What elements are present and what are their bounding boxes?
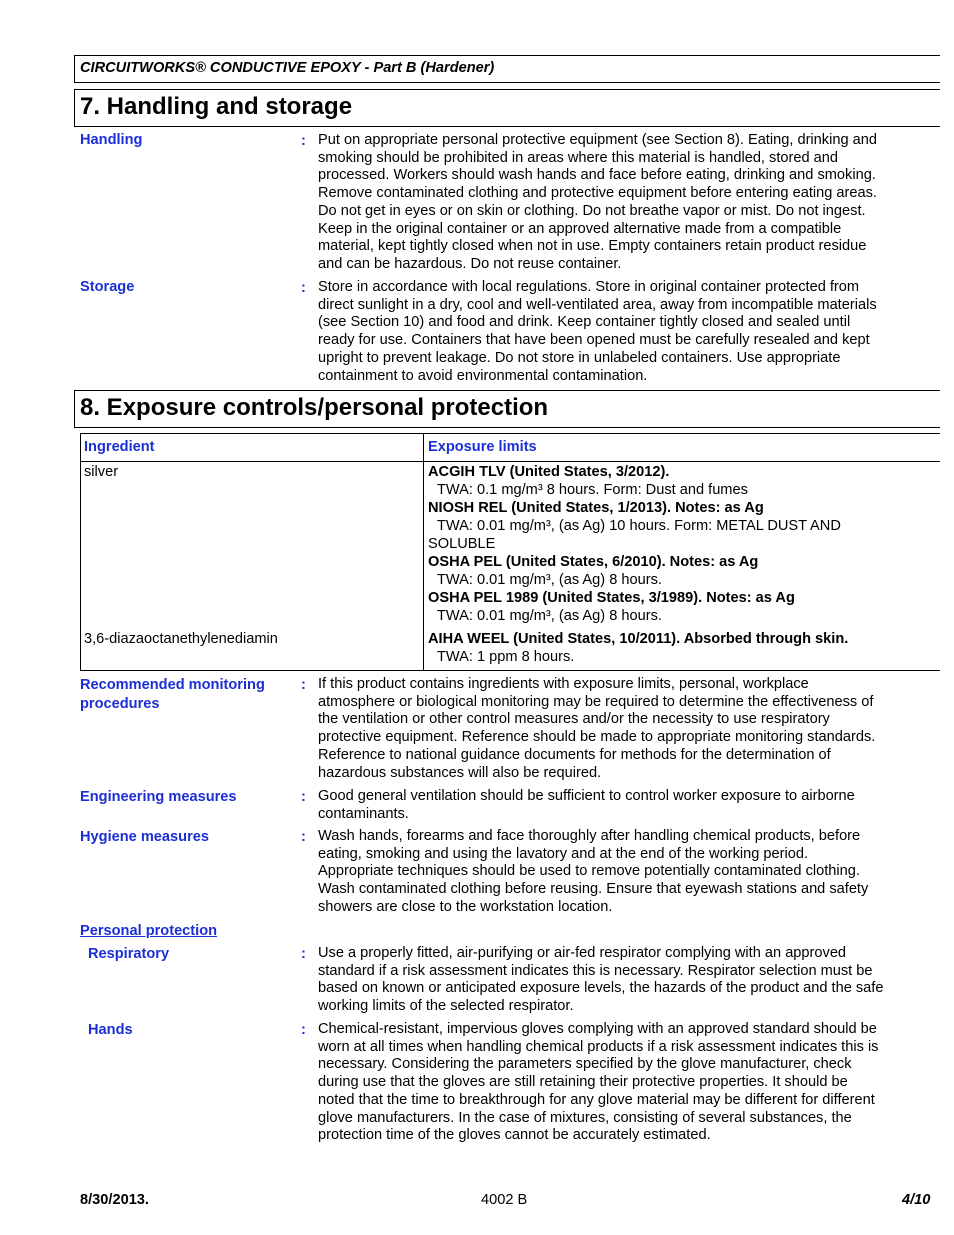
handling-label: Handling: [80, 132, 143, 148]
text-line: Wash contaminated clothing before reusing. Ensure that eyewash stations and safety: [318, 881, 869, 898]
text-line: working limits of the selected respirator.: [318, 998, 574, 1015]
personal-protection-link[interactable]: Personal protection: [80, 923, 218, 939]
text-line: Keep in the original container or an approved alternative made from a compatible: [318, 220, 842, 237]
exposure-value: SOLUBLE: [428, 536, 496, 552]
exposure-value: TWA: 1 ppm 8 hours.: [437, 649, 575, 665]
exposure-standard: OSHA PEL (United States, 6/2010). Notes: as Ag: [428, 554, 759, 570]
text-line: Chemical-resistant, impervious gloves complying with an approved standard should be: [318, 1021, 877, 1037]
respiratory-colon: :: [301, 946, 306, 962]
text-line: showers are close to the workstation location.: [318, 898, 613, 915]
table-header-divider: [80, 461, 940, 462]
hands-colon: :: [301, 1022, 306, 1038]
text-line: direct sunlight in a dry, cool and well-ventilated area, away from incompatible materials: [318, 296, 877, 313]
engineering-colon: :: [301, 789, 306, 805]
text-line: protective equipment. Reference should be made to appropriate monitoring standards.: [318, 729, 876, 746]
text-line: upright to prevent leakage. Do not store in unlabeled containers. Use appropriate: [318, 349, 841, 366]
ingredient-silver: silver: [84, 464, 119, 480]
exposure-value: TWA: 0.1 mg/m³ 8 hours. Form: Dust and fumes: [437, 482, 748, 498]
text-line: containment to avoid environmental contamination.: [318, 367, 648, 384]
exposure-limits-silver: [428, 463, 841, 625]
text-line: If this product contains ingredients with exposure limits, personal, workplace: [318, 676, 809, 692]
hands-label: Hands: [88, 1022, 133, 1038]
section-7-title: 7. Handling and storage: [80, 93, 353, 120]
text-line: standard if a risk assessment indicates this is necessary. Respirator selection must be: [318, 962, 873, 979]
text-line: ready for use. Containers that have been opened must be carefully resealed and kept: [318, 332, 870, 349]
footer-page-number: 4/10: [902, 1192, 931, 1208]
hands-text: [318, 1021, 923, 1145]
text-line: during use that the gloves are still retaining their protective properties. It should be: [318, 1074, 848, 1091]
storage-text: [318, 279, 923, 385]
text-line: atmosphere or biological monitoring may be required to determine the effectiveness of: [318, 693, 874, 710]
text-line: Use a properly fitted, air-purifying or air-fed respirator complying with an approved: [318, 945, 847, 961]
handling-colon: :: [301, 133, 306, 149]
text-line: Remove contaminated clothing and protective equipment before entering eating areas.: [318, 185, 877, 202]
text-line: eating, smoking and using the lavatory and at the end of the working period.: [318, 845, 809, 862]
text-line: (see Section 10) and food and drink. Keep container tightly closed and sealed until: [318, 314, 851, 331]
hygiene-text: [318, 828, 923, 917]
text-line: smoking should be prohibited in areas where this material is handled, stored and: [318, 149, 839, 166]
engineering-text: [318, 788, 923, 823]
exposure-value: TWA: 0.01 mg/m³, (as Ag) 8 hours.: [437, 572, 662, 588]
exposure-standard: NIOSH REL (United States, 1/2013). Notes: as Ag: [428, 500, 764, 516]
text-line: Appropriate techniques should be used to remove potentially contaminated clothing.: [318, 863, 860, 880]
handling-text: [318, 132, 923, 274]
text-line: Put on appropriate personal protective equipment (see Section 8). Eating, drinking and: [318, 132, 877, 148]
exposure-standard: AIHA WEEL (United States, 10/2011). Absorbed through skin.: [428, 631, 849, 647]
exposure-value: TWA: 0.01 mg/m³, (as Ag) 8 hours.: [437, 608, 662, 624]
column-header-ingredient: Ingredient: [84, 439, 155, 455]
exposure-standard: OSHA PEL 1989 (United States, 3/1989). Notes: as Ag: [428, 590, 795, 606]
text-line: Reference to national guidance documents for methods for the determination of: [318, 746, 831, 763]
exposure-standard: ACGIH TLV (United States, 3/2012).: [428, 464, 670, 480]
text-line: glove manufacturers. In the case of mixtures, consisting of several substances, the: [318, 1109, 852, 1126]
storage-colon: :: [301, 280, 306, 296]
text-line: based on known or anticipated exposure levels, the hazards of the product and the safe: [318, 980, 884, 997]
text-line: necessary. Considering the parameters specified by the glove manufacturer, check: [318, 1056, 852, 1073]
text-line: processed. Workers should wash hands and face before eating, drinking and smoking.: [318, 167, 876, 184]
text-line: contaminants.: [318, 805, 409, 822]
section-8-title: 8. Exposure controls/personal protection: [80, 394, 549, 421]
text-line: noted that the time to breakthrough for any glove material may be different for different: [318, 1091, 875, 1108]
ingredient-diazaoctane: 3,6-diazaoctanethylenediamin: [84, 631, 278, 647]
storage-label: Storage: [80, 279, 135, 295]
footer-date: 8/30/2013.: [80, 1192, 149, 1208]
respiratory-label: Respiratory: [88, 946, 170, 962]
text-line: Good general ventilation should be sufficient to control worker exposure to airborne: [318, 788, 855, 804]
monitoring-text: [318, 676, 923, 782]
monitoring-label-line-1: Recommended monitoring: [80, 677, 265, 693]
table-column-divider: [423, 433, 424, 671]
text-line: Store in accordance with local regulations. Store in original container protected from: [318, 279, 860, 295]
hygiene-label: Hygiene measures: [80, 829, 209, 845]
text-line: worn at all times when handling chemical products if a risk assessment indicates this is: [318, 1038, 879, 1055]
respiratory-text: [318, 945, 923, 1016]
text-line: Do not get in eyes or on skin or clothing. Do not breathe vapor or mist. Do not ingest.: [318, 202, 866, 219]
exposure-value: TWA: 0.01 mg/m³, (as Ag) 10 hours. Form: METAL DUST AND: [437, 518, 841, 534]
text-line: material, kept tightly closed when not in use. Empty containers retain product residue: [318, 238, 867, 255]
text-line: Wash hands, forearms and face thoroughly after handling chemical products, before: [318, 828, 861, 844]
text-line: hazardous substances will also be required.: [318, 764, 602, 781]
monitoring-label: [80, 676, 265, 714]
text-line: protection time of the gloves cannot be accurately estimated.: [318, 1127, 711, 1144]
exposure-limits-diazaoctane: [428, 630, 848, 666]
engineering-label: Engineering measures: [80, 789, 237, 805]
hygiene-colon: :: [301, 829, 306, 845]
text-line: and can be hazardous. Do not reuse container.: [318, 255, 622, 272]
monitoring-label-line-2: procedures: [80, 696, 160, 712]
product-title: CIRCUITWORKS® CONDUCTIVE EPOXY - Part B (Hardener): [80, 60, 495, 76]
text-line: the ventilation or other control measures and/or the necessity to use respiratory: [318, 711, 830, 728]
footer-code: 4002 B: [481, 1192, 528, 1208]
monitoring-colon: :: [301, 677, 306, 693]
column-header-exposure-limits: Exposure limits: [428, 439, 537, 455]
